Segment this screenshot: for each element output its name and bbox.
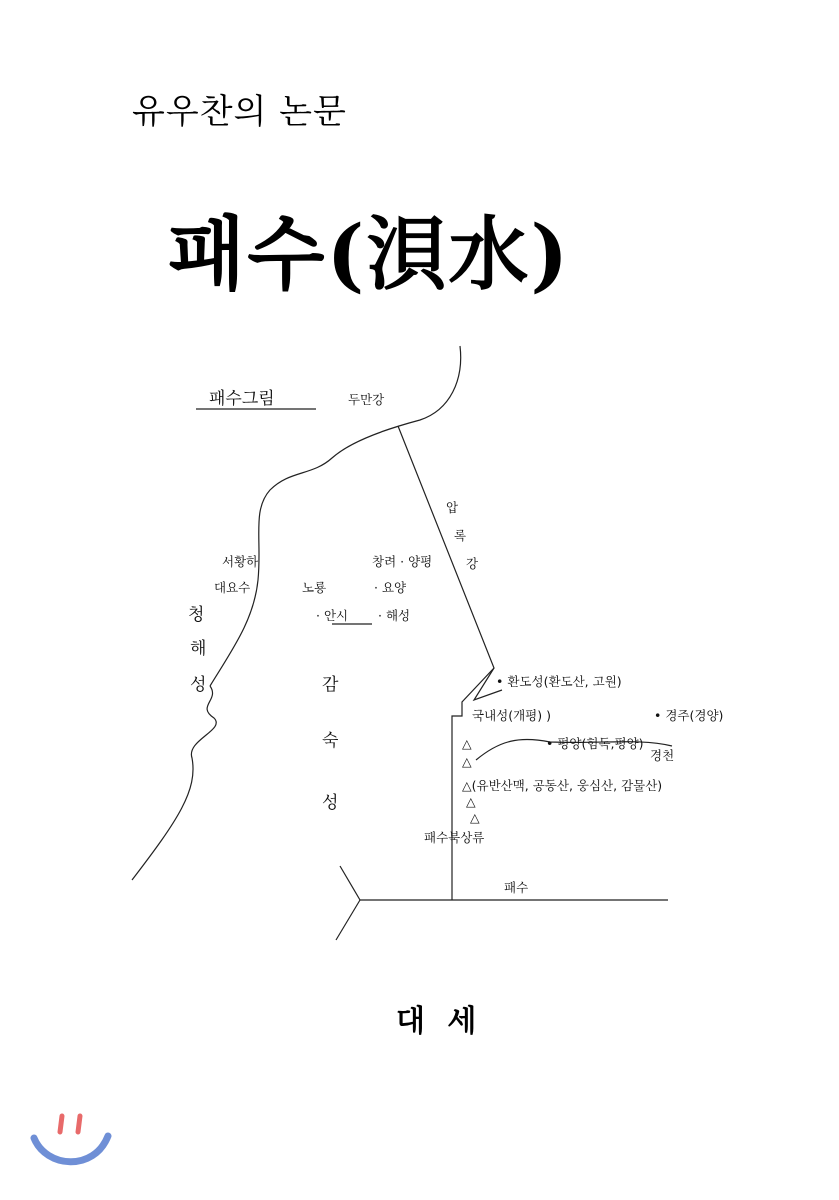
mountain-marker: △ [470, 810, 480, 825]
label-gungnaeseong: 국내성(개평) ) [472, 708, 551, 723]
label-seong-mid: 성 [322, 793, 339, 813]
label-gyeongcheon: 경천 [650, 748, 675, 763]
label-dumangang: 두만강 [348, 392, 385, 407]
label-paesu: 패수 [504, 880, 529, 895]
label-mountains: △(유반산맥, 공동산, 웅심산, 감물산) [462, 778, 663, 793]
mountain-marker: △ [462, 736, 472, 751]
smile-eye-right [78, 1116, 80, 1132]
label-amnok-2: 록 [454, 528, 467, 543]
amnokgang-river [398, 426, 494, 900]
label-paesu-source: 패수북상류 [424, 830, 485, 845]
cover-subtitle: 유우찬의 논문 [132, 92, 347, 132]
mountain-marker: △ [462, 754, 472, 769]
paesu-branch-lower [336, 900, 360, 940]
label-gam: 감 [322, 675, 339, 695]
label-amnok-1: 압 [446, 500, 459, 515]
smile-logo-icon [28, 1108, 114, 1178]
label-amnok-3: 강 [466, 556, 479, 571]
mountain-marker: △ [466, 794, 476, 809]
label-hwandoseong: • 환도성(환도산, 고원) [496, 674, 622, 689]
label-seohwangha: 서황하 [222, 554, 259, 569]
label-haeseong: · 해성 [378, 608, 411, 623]
map-legend: 패수그림 [209, 389, 275, 409]
cover-author: 대 세 [396, 1004, 483, 1039]
label-daeyosu: 대요수 [214, 580, 251, 595]
label-suk: 숙 [322, 731, 339, 751]
cover-title: 패수(浿水) [168, 207, 571, 301]
label-pyeongyang: • 평양(험독,평양) [546, 736, 644, 751]
label-ansi: · 안시 [316, 608, 349, 623]
label-changryeo-yangpyeong: 창려 · 양평 [372, 554, 433, 569]
label-norong: 노룡 [302, 580, 327, 595]
smile-eye-left [60, 1116, 62, 1132]
paesu-branch-upper [340, 866, 360, 900]
label-gyeongju: • 경주(경양) [654, 708, 724, 723]
label-seong-left: 성 [190, 675, 207, 695]
label-cheong: 청 [188, 605, 205, 625]
label-hae: 해 [190, 639, 207, 659]
west-coast-line [132, 686, 216, 880]
label-yoyang: · 요양 [374, 580, 407, 595]
smile-mouth [34, 1136, 108, 1162]
